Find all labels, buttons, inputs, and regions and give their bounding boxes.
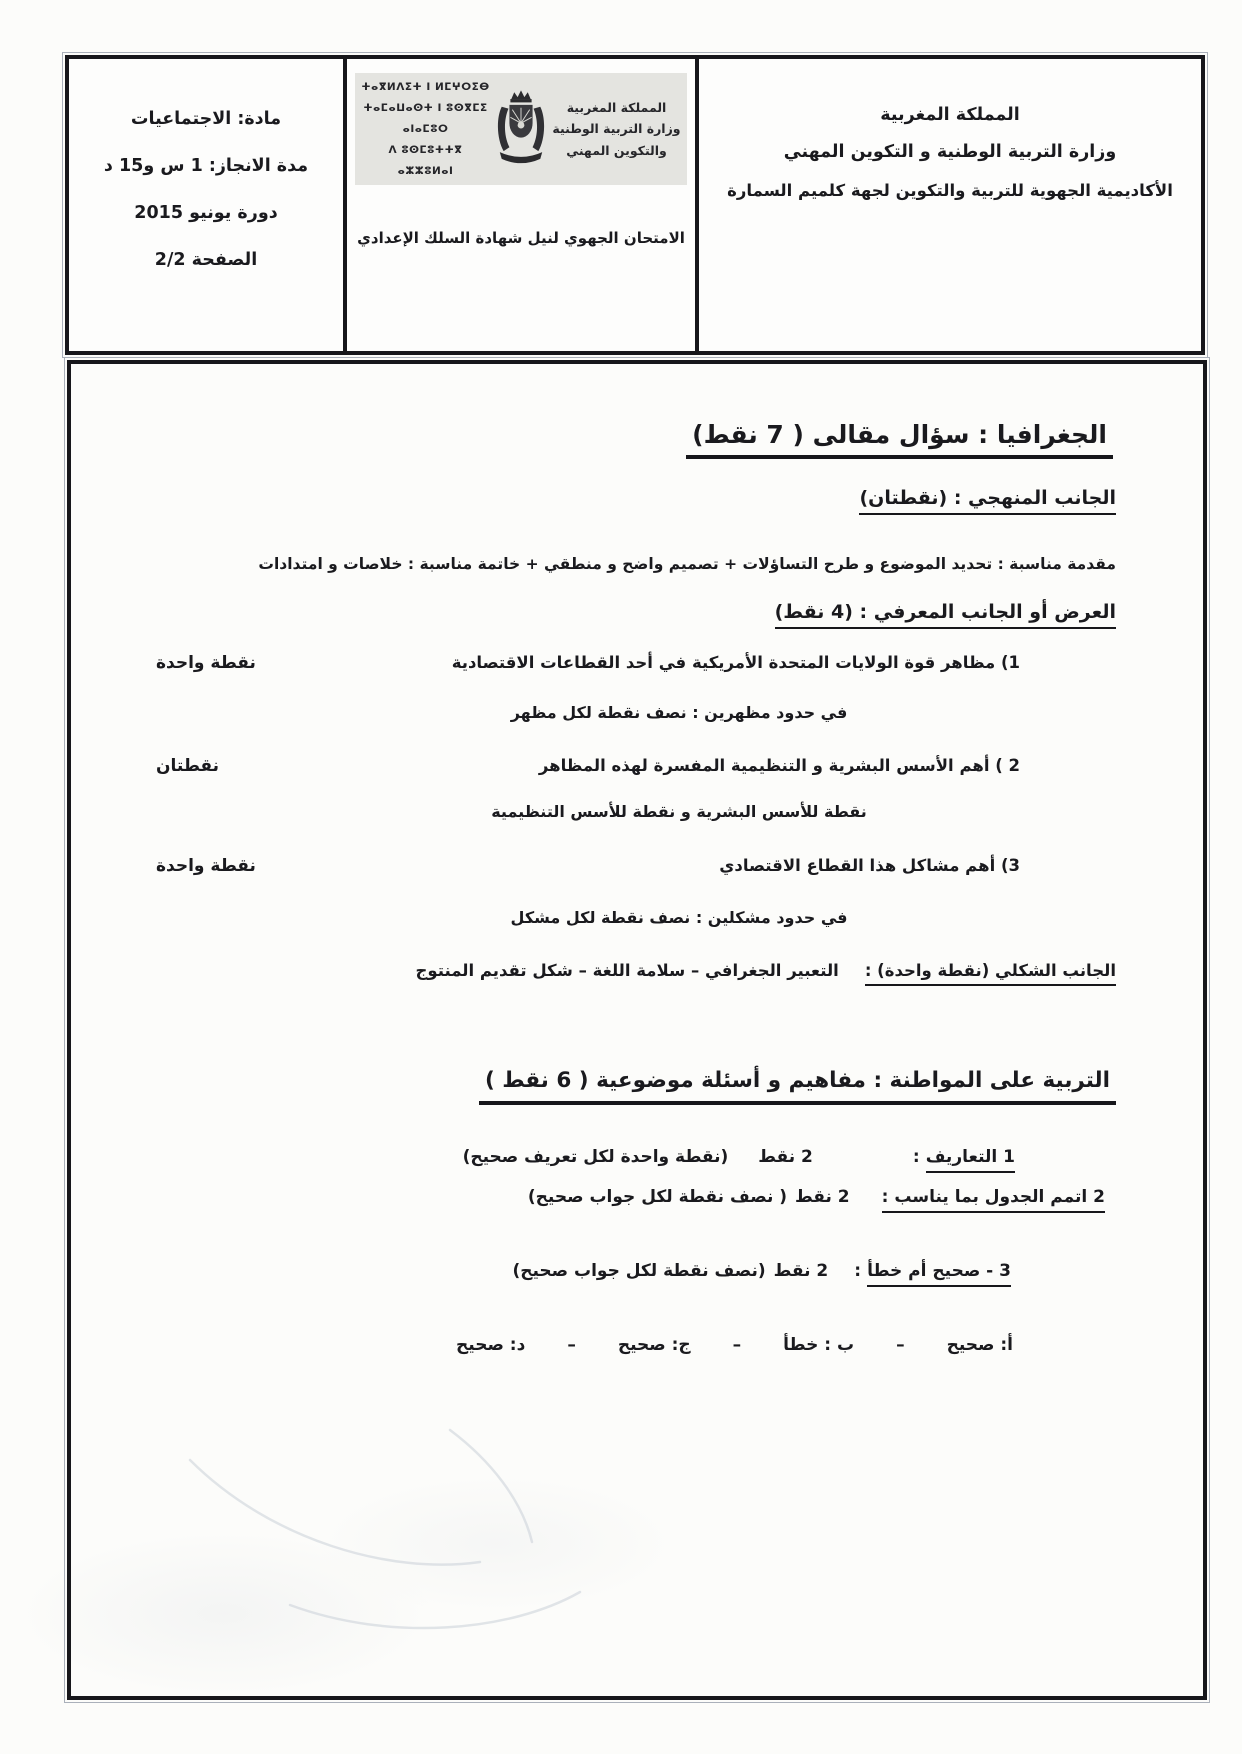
form-heading: الجانب الشكلي (نقطة واحدة) :	[865, 961, 1116, 986]
session-line: دورة يونيو 2015	[134, 203, 278, 223]
answer-c: ج: صحيح	[617, 1335, 691, 1355]
answer-a: أ: صحيح	[946, 1335, 1013, 1355]
answer-d: د: صحيح	[456, 1335, 526, 1355]
civic-item-1-colon: :	[912, 1147, 920, 1167]
answer-b: ب : خطأ	[783, 1335, 855, 1355]
kingdom-name: المملكة المغربية	[880, 105, 1020, 125]
content-heading-text: العرض أو الجانب المعرفي : (4 نقط)	[775, 601, 1116, 629]
geo-item-3-note: في حدود مشكلين : نصف نقطة لكل مشكل	[510, 908, 848, 927]
header-logo-cell	[343, 59, 695, 351]
geography-section-title	[686, 420, 1113, 449]
civic-item-1-label: 1 التعاريف	[926, 1147, 1015, 1173]
header-table	[65, 55, 1205, 355]
logo-arabic-text	[551, 97, 682, 161]
civic-title-text: التربية على المواطنة : مفاهيم و أسئلة موضوعية ( 6 نقط )	[479, 1068, 1116, 1105]
logo-arabic-line: والتكوين المهني	[566, 142, 667, 158]
separator-dash: –	[732, 1335, 742, 1355]
geo-item-1-points: نقطة واحدة	[156, 653, 256, 673]
separator-dash: –	[567, 1335, 576, 1355]
geo-item-2	[71, 756, 1203, 776]
civic-item-2-label: 2 اتمم الجدول بما يناسب :	[882, 1187, 1105, 1213]
civic-item-3	[71, 1261, 1203, 1287]
civic-item-2-points: 2 نقط	[795, 1187, 850, 1207]
civic-section-title	[479, 1068, 1116, 1093]
logo-tifinagh-text	[360, 77, 491, 182]
logo-tifinagh-line: ⴷ ⵓⵙⵎⵓⵜⵜⴳ ⴰⵣⵣⵓⵍⴰⵏ	[388, 143, 463, 177]
geo-item-2-text: 2 ) أهم الأسس البشرية و التنظيمية المفسرة لهذه المظاهر	[538, 756, 1020, 775]
logo-tifinagh-line: ⵜⴰⴳⵍⴷⵉⵜ ⵏ ⵍⵎⵖⵔⵉⴱ	[361, 80, 490, 93]
geo-item-3-text: 3) أهم مشاكل هذا القطاع الاقتصادي	[719, 856, 1020, 875]
logo-tifinagh-line: ⵜⴰⵎⴰⵡⴰⵙⵜ ⵏ ⵓⵙⴳⵎⵉ ⴰⵏⴰⵎⵓⵔ	[363, 101, 488, 135]
civic-item-1-points: 2 نقط	[758, 1147, 813, 1167]
morocco-coat-of-arms-icon	[494, 88, 548, 170]
exam-title: الامتحان الجهوي لنيل شهادة السلك الإعدادي	[357, 229, 685, 247]
content-heading	[775, 601, 1116, 623]
subject-line: مادة: الاجتماعيات	[130, 109, 282, 129]
form-heading-line	[91, 961, 1116, 986]
true-false-answers	[71, 1335, 1203, 1355]
duration-line: مدة الانجاز: 1 س و15 د	[103, 156, 309, 176]
header-info-cell	[69, 59, 343, 351]
civic-item-2-note: ( نصف نقطة لكل جواب صحيح)	[527, 1187, 788, 1207]
ministry-logo-banner	[355, 73, 687, 185]
method-description: مقدمة مناسبة : تحديد الموضوع و طرح التساؤلات + تصميم واضح و منطقي + خاتمة مناسبة : خلاصات و امتدادات	[258, 555, 1116, 573]
civic-item-3-points: 2 نقط	[773, 1261, 829, 1281]
geo-item-1-text: 1) مظاهر قوة الولايات المتحدة الأمريكية في أحد القطاعات الاقتصادية	[451, 653, 1020, 672]
civic-item-2	[71, 1187, 1203, 1213]
method-heading-text: الجانب المنهجي : (نقطتان)	[859, 487, 1116, 515]
geo-item-3-points: نقطة واحدة	[156, 856, 256, 876]
geo-item-3	[71, 856, 1203, 876]
civic-item-3-colon: :	[854, 1261, 862, 1281]
ministry-name: وزارة التربية الوطنية و التكوين المهني	[783, 142, 1117, 162]
answer-key-box	[67, 360, 1207, 1700]
geo-item-2-points: نقطتان	[156, 756, 220, 776]
logo-arabic-line: المملكة المغربية	[566, 100, 667, 116]
page-number-line: الصفحة 2/2	[154, 250, 258, 270]
geography-title-text: الجغرافيا : سؤال مقالى ( 7 نقط)	[686, 420, 1113, 459]
geo-item-1	[71, 653, 1203, 673]
separator-dash: –	[896, 1335, 905, 1355]
civic-item-1	[71, 1147, 1203, 1173]
method-heading	[859, 487, 1116, 509]
civic-item-3-note: (نصف نقطة لكل جواب صحيح)	[512, 1261, 766, 1281]
form-description: التعبير الجغرافي – سلامة اللغة – شكل تقديم المنتوج	[415, 961, 839, 980]
geo-item-2-note: نقطة للأسس البشرية و نقطة للأسس التنظيمية	[491, 802, 867, 821]
header-ministry-cell	[695, 59, 1201, 351]
academy-name: الأكاديمية الجهوية للتربية والتكوين لجهة كلميم السمارة	[727, 181, 1173, 200]
civic-item-3-label: 3 - صحيح أم خطأ	[867, 1261, 1011, 1287]
geo-item-1-note: في حدود مظهرين : نصف نقطة لكل مظهر	[510, 703, 848, 722]
civic-item-1-note: (نقطة واحدة لكل تعريف صحيح)	[462, 1147, 729, 1167]
logo-arabic-line: وزارة التربية الوطنية	[552, 121, 681, 137]
